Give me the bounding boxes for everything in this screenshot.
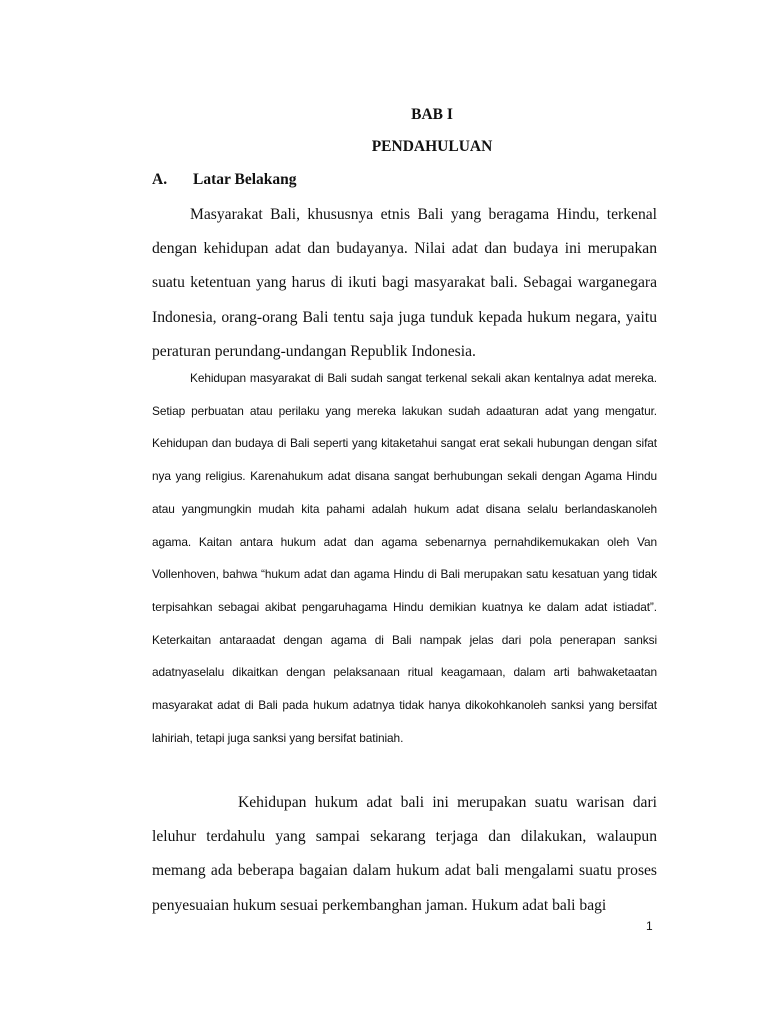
section-title: Latar Belakang [193, 171, 297, 188]
body-paragraph: Masyarakat Bali, khususnya etnis Bali yang beragama Hindu, terkenal dengan kehidupan adat dan budayanya. Nilai adat dan budaya ini merupakan suatu ketentuan yang harus di ikuti bagi masyarakat bali. Sebagai warganegara Indonesia, orang-orang Bali tentu saja juga tunduk kepada hukum negara, yaitu peraturan perundang-undangan Republik Indonesia. [152, 206, 657, 360]
section-heading [152, 171, 297, 189]
body-paragraph: Kehidupan hukum adat bali ini merupakan suatu warisan dari leluhur terdahulu yang sampai sekarang terjaga dan dilakukan, walaupun memang ada beberapa bagaian dalam hukum adat bali mengalami suatu proses penyesuaian hukum sesuai perkembanghan jaman. Hukum adat bali bagi [152, 794, 657, 914]
chapter-heading: BAB I [411, 106, 453, 123]
chapter-title: PENDAHULUAN [371, 138, 493, 155]
section-number: A. [152, 171, 168, 188]
body-paragraph: Kehidupan masyarakat di Bali sudah sangat terkenal sekali akan kentalnya adat mereka. Setiap perbuatan atau perilaku yang mereka lakukan sudah adaaturan adat yang mengatur. Kehidupan dan budaya di Bali seperti yang kitaketahui sangat erat sekali hubungan dengan sifat nya yang religius. Karenahukum adat disana sangat berhubungan sekali dengan Agama Hindu atau yangmungkin mudah kita pahami adalah hukum adat disana selalu berlandaskanoleh agama. Kaitan antara hukum adat dan agama sebenarnya pernahdikemukakan oleh Van Vollenhoven, bahwa “hukum adat dan agama Hindu di Bali merupakan satu kesatuan yang tidak terpisahkan sebagai akibat pengaruhagama Hindu demikian kuatnya ke dalam adat istiadat”. Keterkaitan antaraadat dengan agama di Bali nampak jelas dari pola penerapan sanksi adatnyaselalu dikaitkan dengan pelaksanaan ritual keagamaan, dalam arti bahwaketaatan masyarakat adat di Bali pada hukum adatnya tidak hanya dikokohkanoleh sanksi yang bersifat lahiriah, tetapi juga sanksi yang bersifat batiniah. [152, 371, 657, 745]
page-number: 1 [646, 919, 653, 933]
